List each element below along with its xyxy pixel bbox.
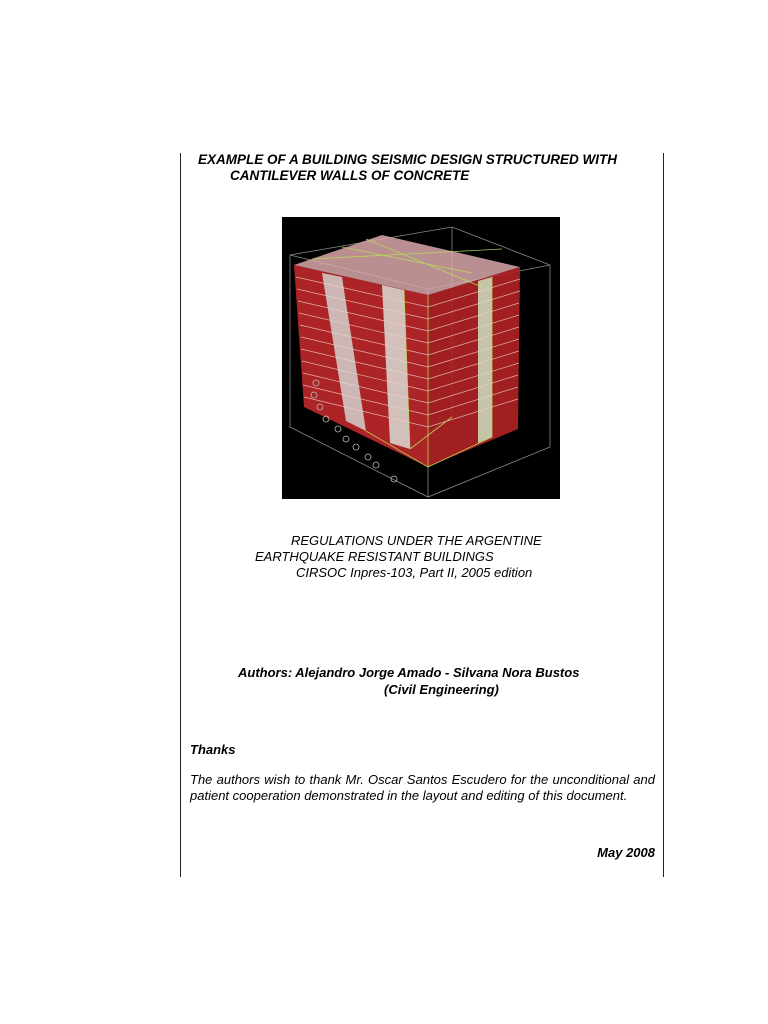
left-margin-rule — [180, 153, 181, 877]
thanks-paragraph: The authors wish to thank Mr. Oscar Santos Escudero for the unconditional and patient cooperation demonstrated in the layout and editing of this document. — [190, 772, 655, 803]
title-line-1: EXAMPLE OF A BUILDING SEISMIC DESIGN STRUCTURED WITH — [198, 152, 618, 167]
right-margin-rule — [663, 153, 664, 877]
thanks-heading: Thanks — [190, 742, 236, 757]
building-3d-model-figure — [282, 217, 560, 499]
regulations-line-1: REGULATIONS UNDER THE ARGENTINE — [291, 533, 542, 548]
title-line-2: CANTILEVER WALLS OF CONCRETE — [230, 168, 470, 183]
building-model-drawing — [282, 217, 560, 499]
authors-affiliation: (Civil Engineering) — [384, 682, 499, 697]
regulations-line-2: EARTHQUAKE RESISTANT BUILDINGS — [255, 549, 494, 564]
document-date: May 2008 — [597, 845, 655, 860]
authors-line: Authors: Alejandro Jorge Amado - Silvana Nora Bustos — [238, 665, 580, 680]
regulations-line-3: CIRSOC Inpres-103, Part II, 2005 edition — [296, 565, 533, 580]
document-title — [198, 152, 658, 184]
